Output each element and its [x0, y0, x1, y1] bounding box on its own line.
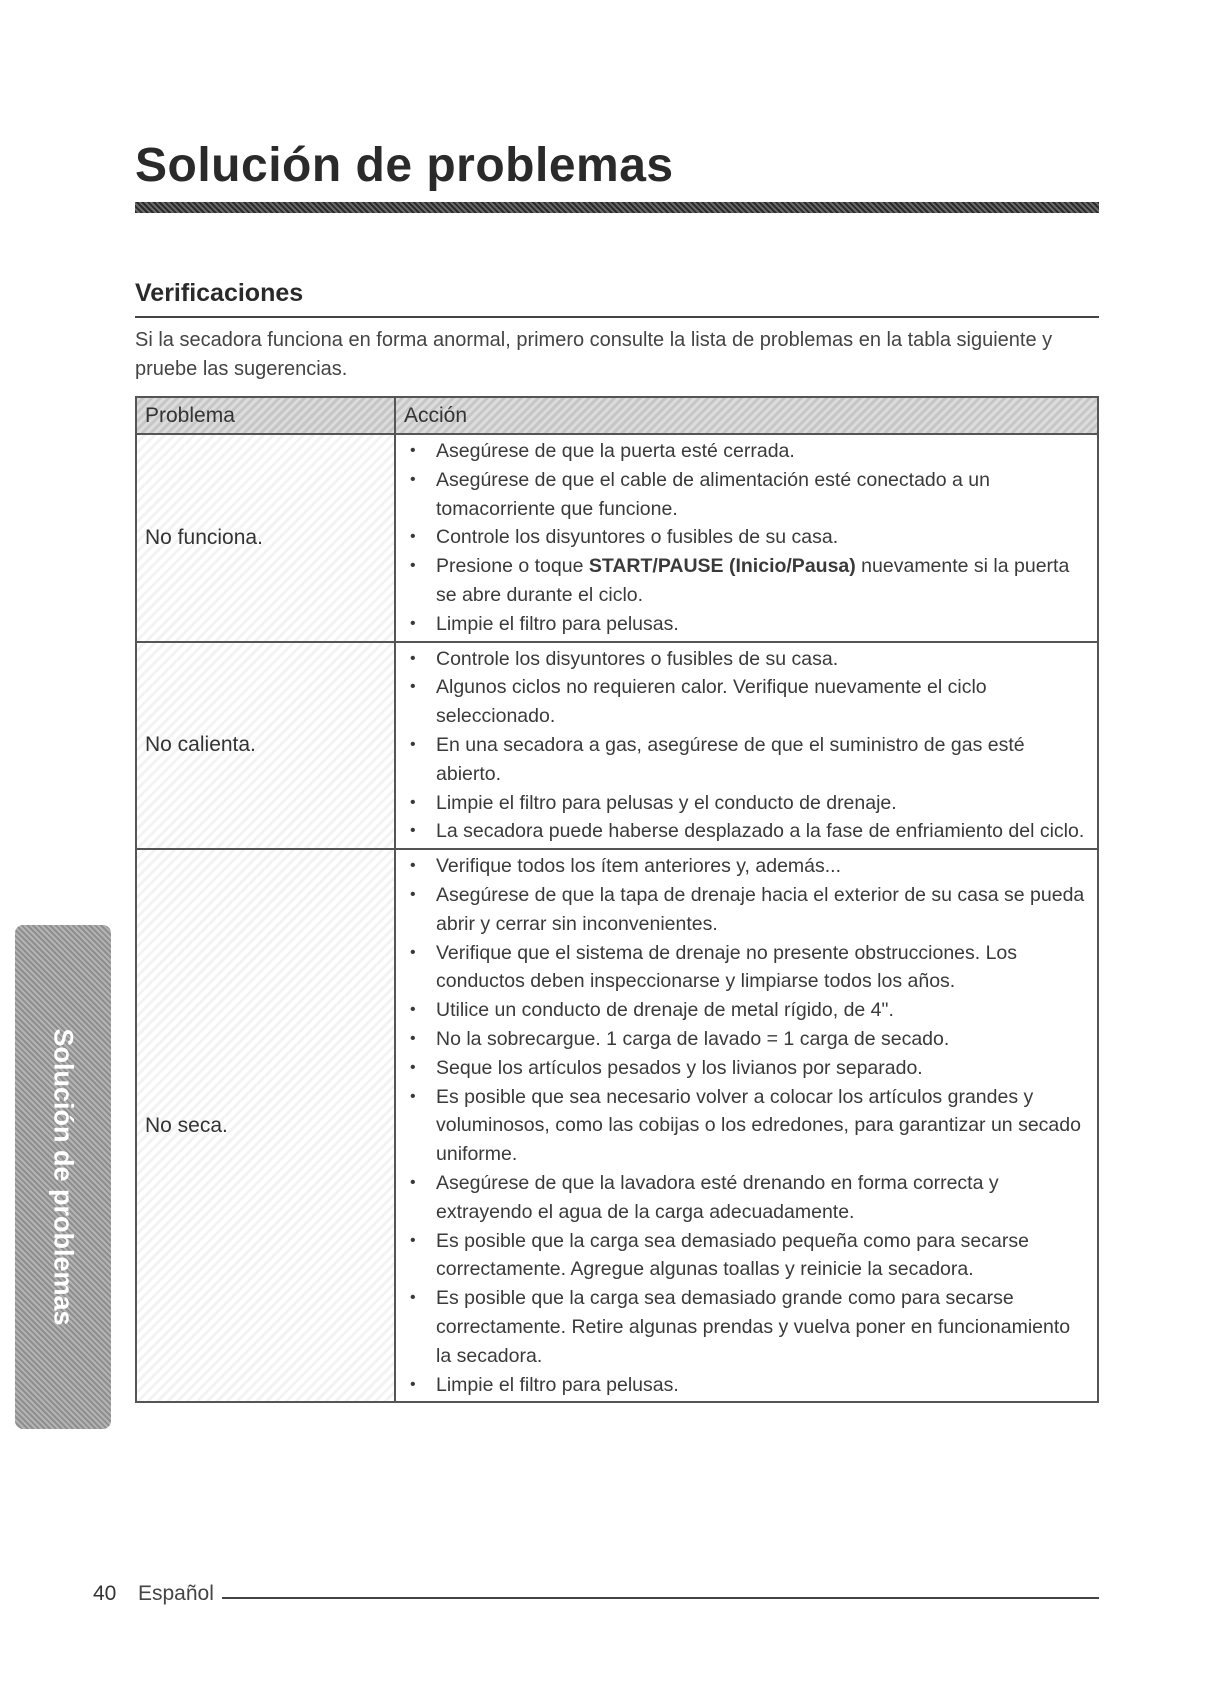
- action-text: nuevamente si la puerta se abre durante el ciclo.: [436, 555, 1070, 606]
- action-item: • Es posible que la carga sea demasiado pequeña como para secarse correctamente. Agregue algunas toallas y reinicie la secadora.: [424, 1227, 1087, 1285]
- footer-language: Español: [138, 1582, 214, 1605]
- section-intro: Si la secadora funciona en forma anormal, primero consulte la lista de problemas en la tabla siguiente y pruebe las sugerencias.: [135, 329, 1053, 380]
- action-item: • Controle los disyuntores o fusibles de su casa.: [424, 523, 1087, 552]
- action-item: • La secadora puede haberse desplazado a la fase de enfriamiento del ciclo.: [424, 817, 1087, 846]
- action-item: • Verifique todos los ítem anteriores y, además...: [424, 852, 1087, 881]
- header-action: Acción: [395, 397, 1098, 434]
- section-divider: [135, 316, 1099, 318]
- table-row: [136, 642, 1098, 850]
- title-divider: [135, 202, 1099, 213]
- section-title: Verificaciones: [135, 279, 304, 307]
- action-item: • Asegúrese de que la lavadora esté drenando en forma correcta y extrayendo el agua de la carga adecuadamente.: [424, 1169, 1087, 1227]
- action-item: • Controle los disyuntores o fusibles de su casa.: [424, 645, 1087, 674]
- action-cell: [395, 434, 1098, 642]
- button-name: START/PAUSE (Inicio/Pausa): [588, 555, 856, 578]
- problem-cell: No seca.: [136, 849, 395, 1402]
- action-item: • Asegúrese de que la tapa de drenaje hacia el exterior de su casa se pueda abrir y cerrar sin inconvenientes.: [424, 881, 1087, 939]
- action-item: • Es posible que sea necesario volver a colocar los artículos grandes y voluminosos, como las cobijas o los edredones, para garantizar un secado uniforme.: [424, 1083, 1087, 1169]
- action-list: [396, 645, 1087, 847]
- chapter-side-tab: [15, 925, 111, 1429]
- table-header-row: [136, 397, 1098, 434]
- action-item: [424, 552, 1087, 610]
- problem-cell: No calienta.: [136, 642, 395, 850]
- action-cell: [395, 642, 1098, 850]
- action-item: • Asegúrese de que el cable de alimentación esté conectado a un tomacorriente que funcione.: [424, 466, 1087, 524]
- action-cell: [395, 849, 1098, 1402]
- action-item: • Asegúrese de que la puerta esté cerrada.: [424, 437, 1087, 466]
- action-item: • Es posible que la carga sea demasiado grande como para secarse correctamente. Retire algunas prendas y vuelva poner en funcionamiento la secadora.: [424, 1284, 1087, 1370]
- action-text: Presione o toque: [436, 555, 589, 578]
- action-item: • Seque los artículos pesados y los livianos por separado.: [424, 1054, 1087, 1083]
- action-item: • Limpie el filtro para pelusas.: [424, 1371, 1087, 1400]
- table-row: [136, 849, 1098, 1402]
- action-item: • No la sobrecargue. 1 carga de lavado = 1 carga de secado.: [424, 1025, 1087, 1054]
- action-list: [396, 852, 1087, 1399]
- action-item: • Limpie el filtro para pelusas y el conducto de drenaje.: [424, 789, 1087, 818]
- action-list: [396, 437, 1087, 639]
- problem-cell: No funciona.: [136, 434, 395, 642]
- header-problem: Problema: [136, 397, 395, 434]
- troubleshooting-table: [135, 396, 1099, 1403]
- table-row: [136, 434, 1098, 642]
- footer-divider: [222, 1597, 1099, 1599]
- action-item: • Algunos ciclos no requieren calor. Verifique nuevamente el ciclo seleccionado.: [424, 673, 1087, 731]
- action-item: • Verifique que el sistema de drenaje no presente obstrucciones. Los conductos deben inspeccionarse y limpiarse todos los años.: [424, 939, 1087, 997]
- chapter-side-tab-label: Solución de problemas: [48, 1028, 79, 1326]
- action-item: • Limpie el filtro para pelusas.: [424, 610, 1087, 639]
- page-title: Solución de problemas: [135, 139, 674, 192]
- action-item: • Utilice un conducto de drenaje de metal rígido, de 4".: [424, 996, 1087, 1025]
- page-number: 40: [93, 1582, 117, 1605]
- action-item: • En una secadora a gas, asegúrese de que el suministro de gas esté abierto.: [424, 731, 1087, 789]
